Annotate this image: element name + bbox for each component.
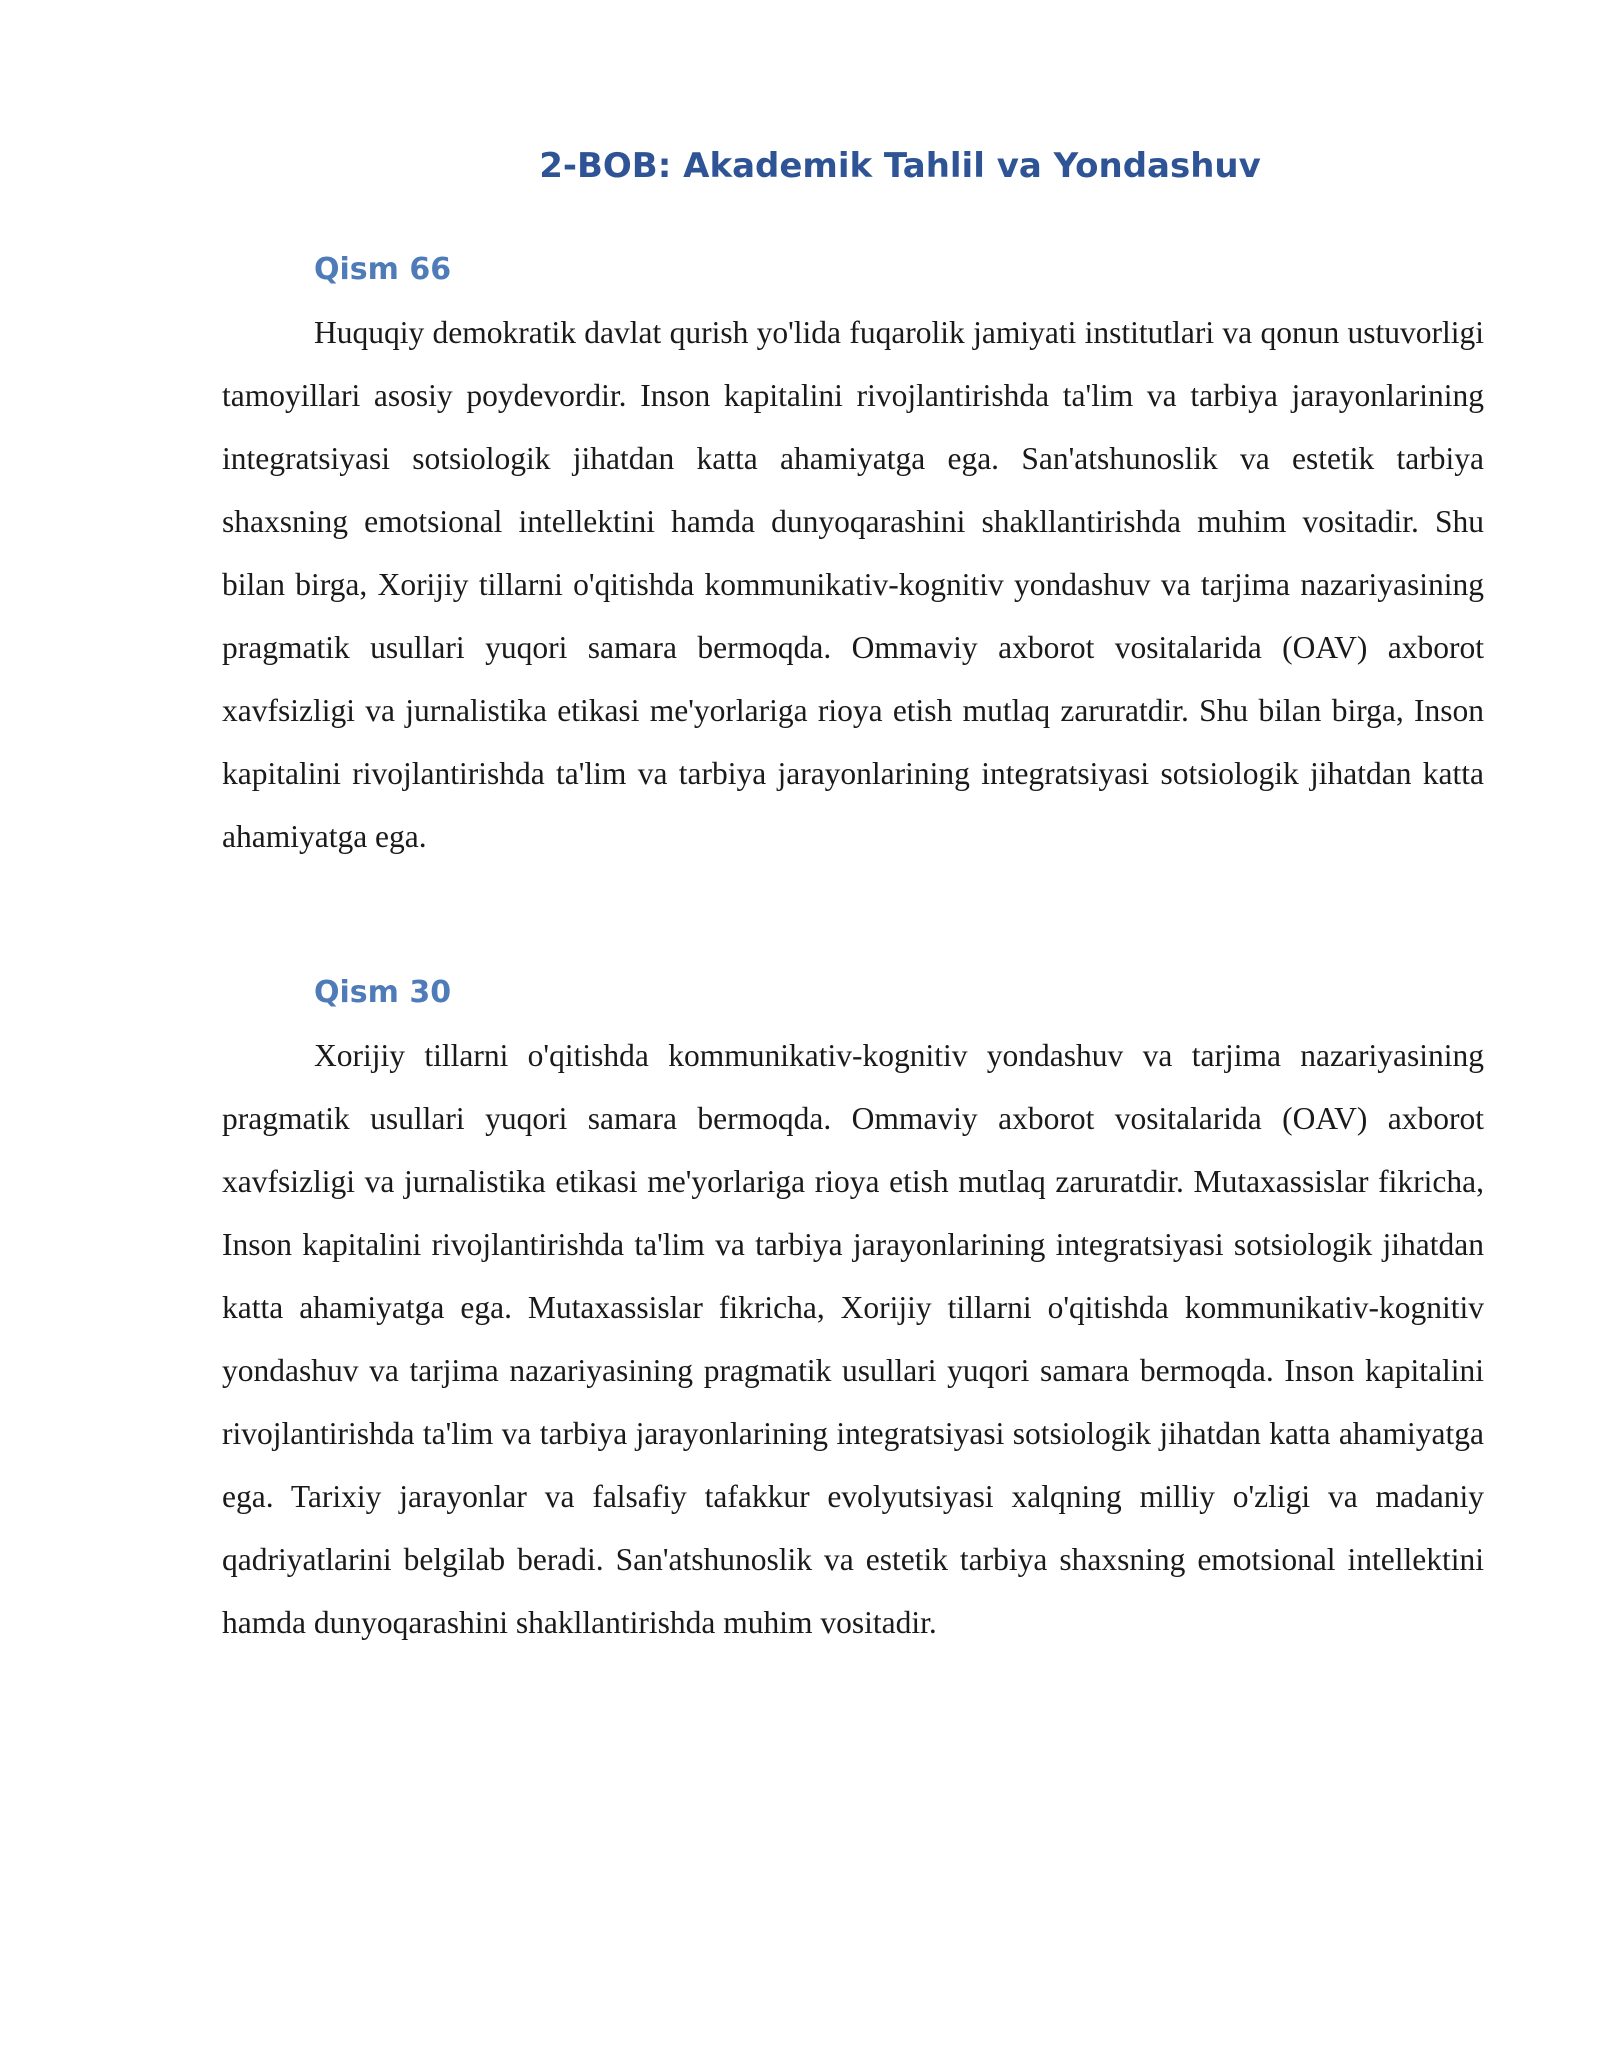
section-heading: Qism 66 bbox=[314, 252, 452, 287]
chapter-title: 2-BOB: Akademik Tahlil va Yondashuv bbox=[539, 146, 1261, 186]
section-paragraph: Huquqiy demokratik davlat qurish yo'lida fuqarolik jamiyati institutlari va qonun ustuvorligi tamoyillari asosiy poydevordir. Inson kapitalini rivojlantirishda ta'lim va tarbiya jarayonlarining integratsiyasi sotsiologik jihatdan katta ahamiyatga ega. San'atshunoslik va estetik tarbiya shaxsning emotsional intellektini hamda dunyoqarashini shakllantirishda muhim vositadir. Shu bilan birga, Xorijiy tillarni o'qitishda kommunikativ-kognitiv yondashuv va tarjima nazariyasining pragmatik usullari yuqori samara bermoqda. Ommaviy axborot vositalarida (OAV) axborot xavfsizligi va jurnalistika etikasi me'yorlariga rioya etish mutlaq zaruratdir. Shu bilan birga, Inson kapitalini rivojlantirishda ta'lim va tarbiya jarayonlarining integratsiyasi sotsiologik jihatdan katta ahamiyatga ega. bbox=[222, 315, 1484, 854]
section-heading: Qism 30 bbox=[314, 975, 452, 1010]
section-qism-66 bbox=[222, 252, 1484, 868]
section-paragraph: Xorijiy tillarni o'qitishda kommunikativ-kognitiv yondashuv va tarjima nazariyasining pragmatik usullari yuqori samara bermoqda. Ommaviy axborot vositalarida (OAV) axborot xavfsizligi va jurnalistika etikasi me'yorlariga rioya etish mutlaq zaruratdir. Mutaxassislar fikricha, Inson kapitalini rivojlantirishda ta'lim va tarbiya jarayonlarining integratsiyasi sotsiologik jihatdan katta ahamiyatga ega. Mutaxassislar fikricha, Xorijiy tillarni o'qitishda kommunikativ-kognitiv yondashuv va tarjima nazariyasining pragmatik usullari yuqori samara bermoqda. Inson kapitalini rivojlantirishda ta'lim va tarbiya jarayonlarining integratsiyasi sotsiologik jihatdan katta ahamiyatga ega. Tarixiy jarayonlar va falsafiy tafakkur evolyutsiyasi xalqning milliy o'zligi va madaniy qadriyatlarini belgilab beradi. San'atshunoslik va estetik tarbiya shaxsning emotsional intellektini hamda dunyoqarashini shakllantirishda muhim vositadir. bbox=[222, 1038, 1484, 1640]
section-qism-30 bbox=[222, 975, 1484, 1654]
